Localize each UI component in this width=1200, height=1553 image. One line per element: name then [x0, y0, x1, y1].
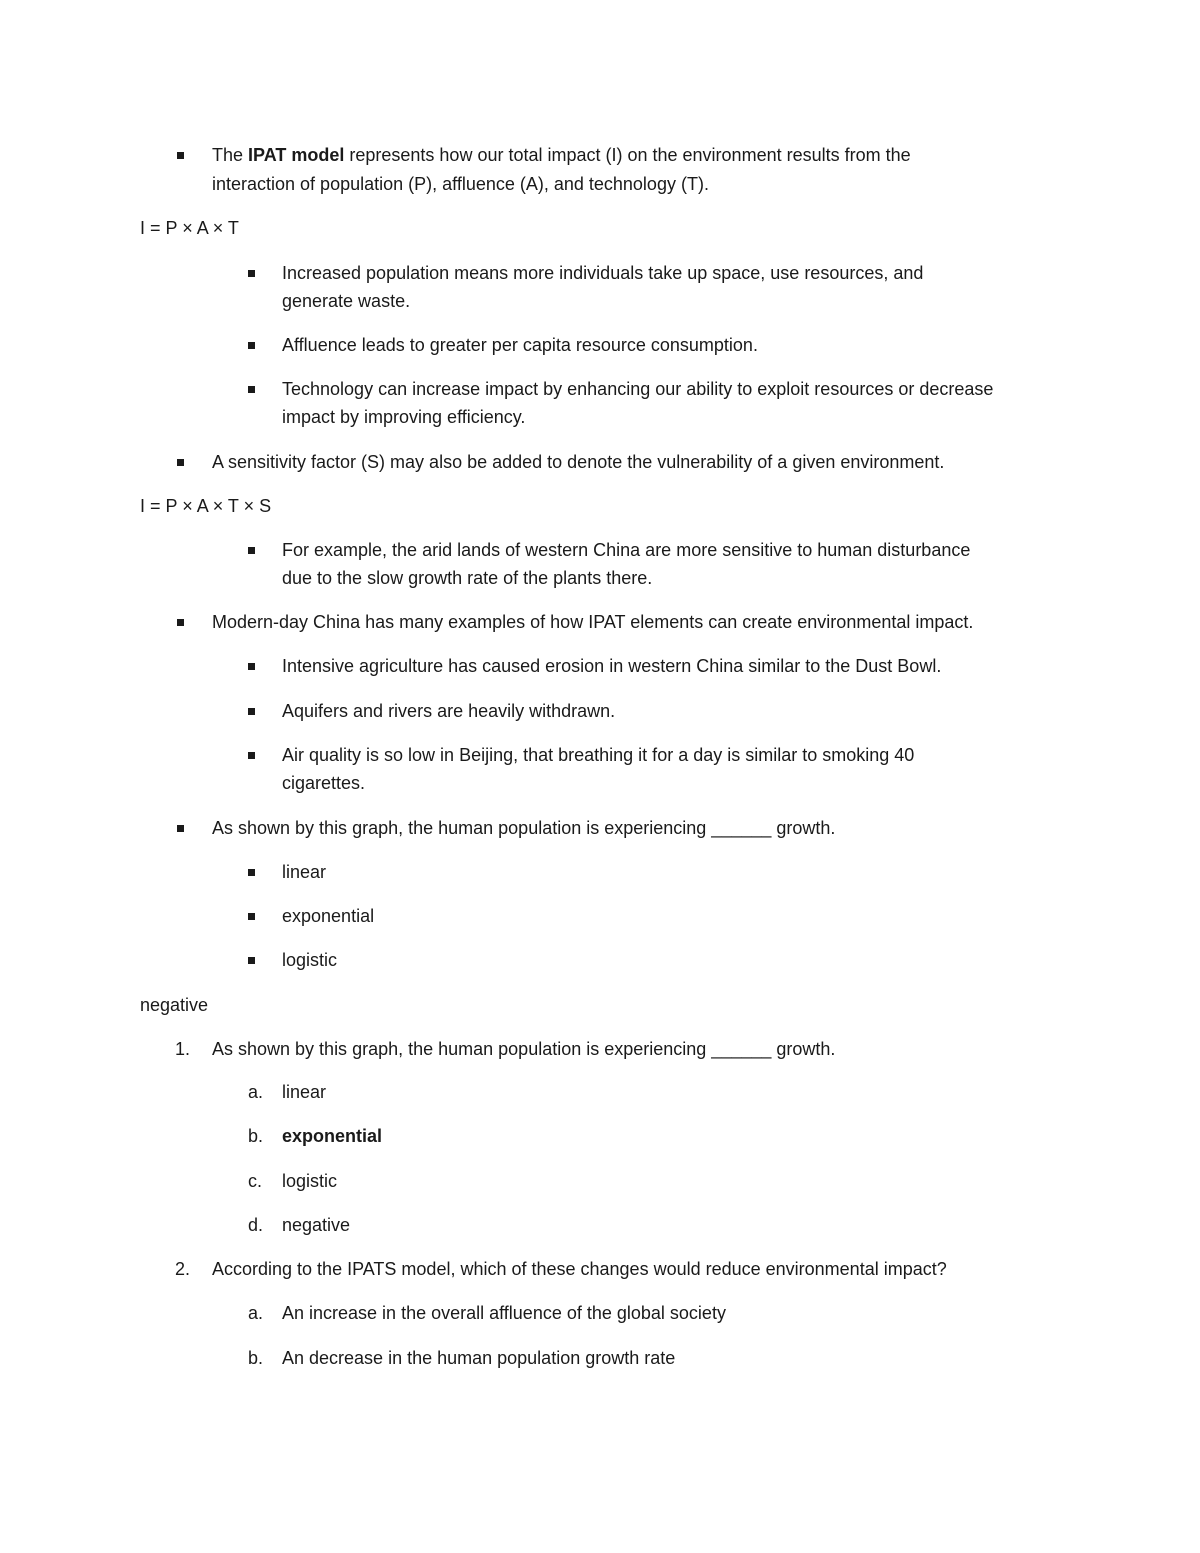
population-line2: generate waste.	[282, 291, 411, 311]
graph-question-line: As shown by this graph, the human population is experiencing ______ growth.	[212, 818, 836, 838]
option-letter: d.	[248, 1215, 264, 1235]
option-text-correct: exponential	[282, 1126, 383, 1146]
option-text: linear	[282, 1082, 327, 1102]
bullet-icon	[248, 663, 255, 670]
option-letter: b.	[248, 1126, 264, 1146]
question-text: As shown by this graph, the human population is experiencing ______ growth.	[212, 1039, 836, 1059]
option-letter: a.	[248, 1082, 264, 1102]
question-number: 1.	[175, 1039, 191, 1059]
aquifers-line: Aquifers and rivers are heavily withdrawn.	[282, 701, 616, 721]
bullet-icon	[177, 619, 184, 626]
air-quality-line2: cigarettes.	[282, 773, 366, 793]
formula-ipats: I = P × A × T × S	[140, 496, 272, 516]
option-text: An increase in the overall affluence of the global society	[282, 1303, 726, 1323]
affluence-line: Affluence leads to greater per capita resource consumption.	[282, 335, 758, 355]
bullet-icon	[248, 913, 255, 920]
china-line: Modern-day China has many examples of how IPAT elements can create environmental impact.	[212, 612, 974, 632]
bullet-icon	[248, 957, 255, 964]
option-logistic: logistic	[282, 950, 338, 970]
bullet-icon	[248, 270, 255, 277]
option-exponential: exponential	[282, 906, 375, 926]
ipat-intro-line2: interaction of population (P), affluence (A), and technology (T).	[212, 174, 709, 194]
option-text: logistic	[282, 1171, 338, 1191]
option-text: negative	[282, 1215, 351, 1235]
bullet-icon	[248, 752, 255, 759]
option-letter: b.	[248, 1348, 264, 1368]
formula-ipat: I = P × A × T	[140, 218, 239, 238]
bullet-icon	[177, 459, 184, 466]
question-text: According to the IPATS model, which of these changes would reduce environmental impact?	[212, 1259, 947, 1279]
negative-line: negative	[140, 995, 209, 1015]
option-linear: linear	[282, 862, 327, 882]
bullet-icon	[248, 869, 255, 876]
option-letter: c.	[248, 1171, 263, 1191]
bullet-icon	[177, 152, 184, 159]
air-quality-line1: Air quality is so low in Beijing, that breathing it for a day is similar to smoking 40	[282, 745, 915, 765]
example-line2: due to the slow growth rate of the plants there.	[282, 568, 653, 588]
example-line1: For example, the arid lands of western China are more sensitive to human disturbance	[282, 540, 971, 560]
bullet-icon	[177, 825, 184, 832]
ipat-intro-rest: represents how our total impact (I) on the environment results from the	[344, 145, 911, 165]
sensitivity-line: A sensitivity factor (S) may also be added to denote the vulnerability of a given environment.	[212, 452, 945, 472]
population-line1: Increased population means more individuals take up space, use resources, and	[282, 263, 924, 283]
agriculture-line: Intensive agriculture has caused erosion in western China similar to the Dust Bowl.	[282, 656, 942, 676]
question-number: 2.	[175, 1259, 191, 1279]
ipat-intro-pre: The	[212, 145, 249, 165]
option-text: An decrease in the human population growth rate	[282, 1348, 676, 1368]
ipat-model-term: IPAT model	[248, 145, 345, 165]
bullet-icon	[248, 386, 255, 393]
bullet-icon	[248, 708, 255, 715]
bullet-icon	[248, 547, 255, 554]
technology-line2: impact by improving efficiency.	[282, 407, 526, 427]
ipat-intro-line1	[212, 141, 911, 169]
option-letter: a.	[248, 1303, 264, 1323]
technology-line1: Technology can increase impact by enhancing our ability to exploit resources or decrease	[282, 379, 994, 399]
bullet-icon	[248, 342, 255, 349]
